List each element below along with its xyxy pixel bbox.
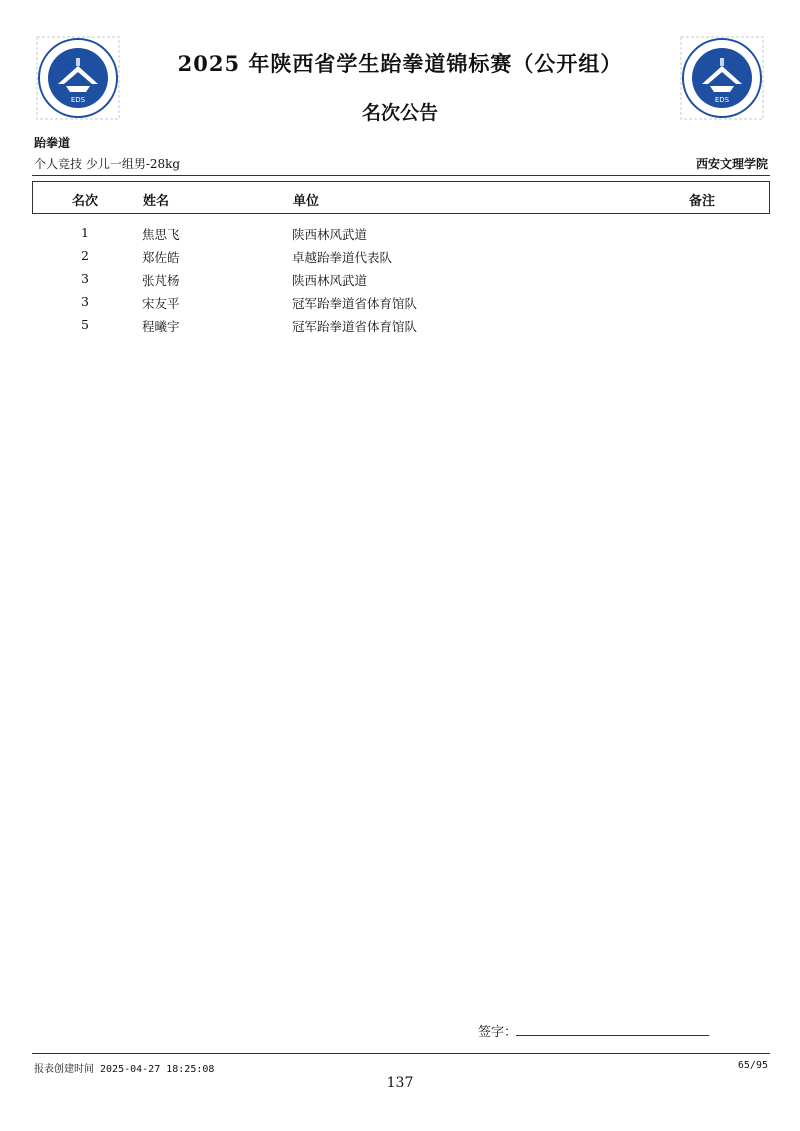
document-subtitle: 名次公告 [361, 102, 438, 124]
header-unit: 单位 [293, 194, 320, 209]
name-cell: 程曦宇 [142, 319, 180, 334]
unit-cell: 陕西林风武道 [292, 227, 368, 242]
table-row [32, 314, 770, 337]
rank-cell: 3 [81, 294, 89, 309]
results-table [32, 222, 770, 337]
rank-cell: 1 [81, 225, 89, 240]
unit-cell: 陕西林风武道 [292, 273, 368, 288]
rank-cell: 2 [81, 248, 89, 263]
rank-cell: 3 [81, 271, 89, 286]
name-cell: 宋友平 [142, 296, 180, 311]
venue-label: 西安文理学院 [695, 157, 768, 171]
table-row [32, 245, 770, 268]
name-cell: 张芃杨 [142, 273, 180, 288]
page-count: 65/95 [737, 1060, 768, 1071]
sport-label: 跆拳道 [34, 136, 71, 150]
divider [32, 1053, 770, 1054]
rank-cell: 5 [81, 317, 89, 332]
header-rank: 名次 [72, 194, 99, 209]
table-header [32, 181, 770, 214]
divider [32, 175, 770, 176]
table-row [32, 222, 770, 245]
page-number: 137 [386, 1075, 414, 1091]
unit-cell: 冠军跆拳道省体育馆队 [292, 319, 418, 334]
unit-cell: 冠军跆拳道省体育馆队 [292, 296, 418, 311]
table-row [32, 268, 770, 291]
name-cell: 焦思飞 [142, 227, 180, 242]
table-row [32, 291, 770, 314]
signature-label: 签字： [478, 1025, 518, 1040]
header-name: 姓名 [143, 194, 170, 209]
logo-label: EDS [714, 96, 730, 104]
name-cell: 郑佐皓 [142, 250, 180, 265]
unit-cell: 卓越跆拳道代表队 [292, 250, 393, 265]
report-created-time: 报表创建时间 2025-04-27 18:25:08 [34, 1064, 215, 1075]
event-label: 个人竞技 少儿一组男-28kg [34, 157, 181, 171]
document-title: 2025 年陕西省学生跆拳道锦标赛（公开组） [177, 51, 623, 76]
signature-line [516, 1035, 709, 1036]
header-note: 备注 [689, 194, 716, 209]
logo-label: EDS [70, 96, 86, 104]
